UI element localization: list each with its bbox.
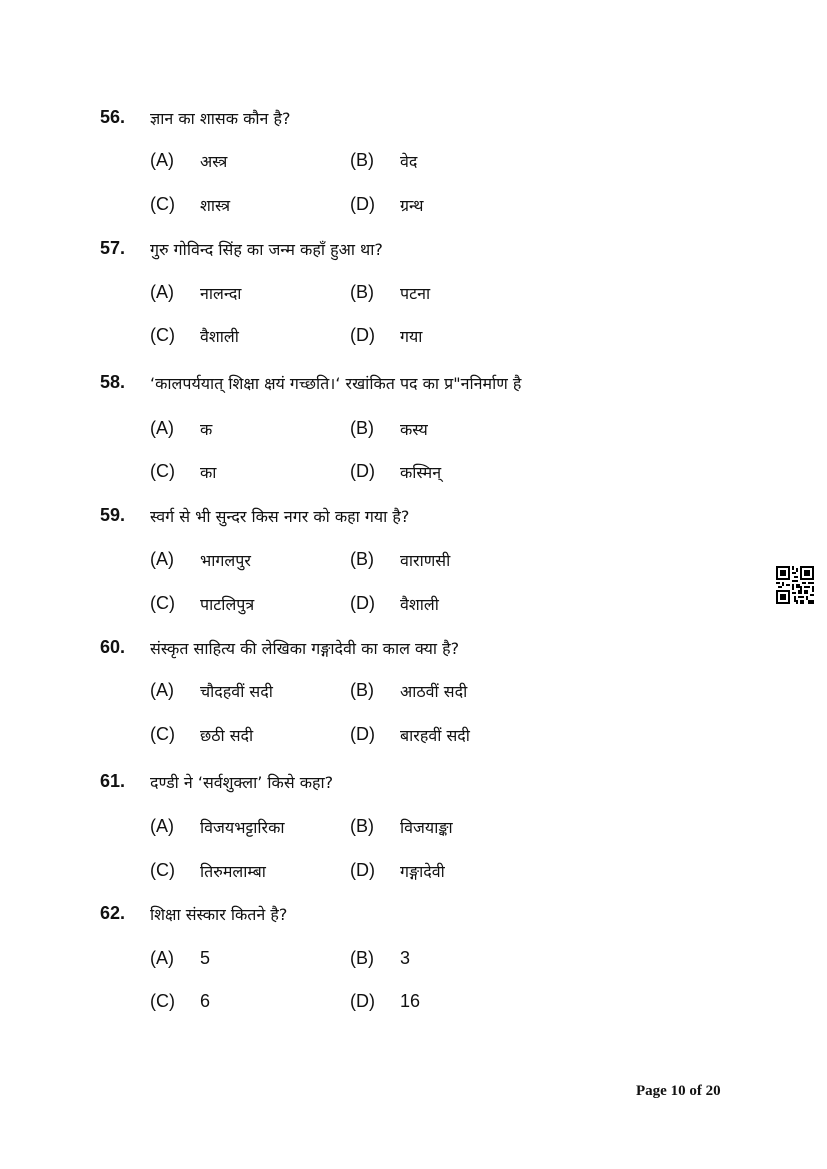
option-label: (C) [150, 461, 175, 481]
option-label: (A) [150, 418, 174, 438]
option-text: विजयाङ्का [400, 818, 453, 837]
question-text: दण्डी ने ‘सर्वशुक्ला’ किसे कहा? [150, 773, 334, 792]
option-label: (A) [150, 680, 174, 700]
option-label: (B) [350, 282, 374, 302]
option-label: (D) [350, 461, 375, 481]
option-label: (C) [150, 860, 175, 880]
option-text: वैशाली [200, 327, 239, 346]
option-label: (D) [350, 194, 375, 214]
option-label: (D) [350, 325, 375, 345]
option-text: पटना [400, 284, 431, 303]
current-page: 10 [670, 1083, 686, 1099]
question-number: 62. [100, 903, 126, 923]
option-label: (B) [350, 150, 374, 170]
question-text: स्वर्ग से भी सुन्दर किस नगर को कहा गया है? [150, 507, 410, 526]
question-text: गुरु गोविन्द सिंह का जन्म कहाँ हुआ था? [150, 240, 383, 259]
option-text: गया [400, 327, 423, 346]
option-label: (D) [350, 991, 375, 1011]
page-footer [636, 1083, 721, 1100]
of-word: of [689, 1083, 702, 1099]
option-text: वाराणसी [400, 551, 451, 570]
option-text: वेद [400, 152, 418, 171]
option-label: (B) [350, 418, 374, 438]
option-label: (A) [150, 150, 174, 170]
option-text: आठवीं सदी [400, 682, 468, 701]
option-text: विजयभट्टारिका [200, 818, 285, 837]
question-number: 59. [100, 505, 126, 525]
option-label: (A) [150, 948, 174, 968]
option-label: (B) [350, 680, 374, 700]
option-text: 6 [200, 991, 211, 1011]
option-text: बारहवीं सदी [400, 726, 470, 745]
question-text: ज्ञान का शासक कौन है? [150, 109, 291, 128]
option-text: तिरुमलाम्बा [200, 862, 266, 881]
option-label: (C) [150, 724, 175, 744]
total-pages: 20 [705, 1083, 721, 1099]
page-word: Page [636, 1083, 667, 1099]
option-text: चौदहवीं सदी [200, 682, 273, 701]
option-label: (B) [350, 816, 374, 836]
option-label: (B) [350, 948, 374, 968]
option-text: का [200, 463, 217, 482]
option-label: (A) [150, 282, 174, 302]
question-number: 57. [100, 238, 126, 258]
option-label: (A) [150, 816, 174, 836]
option-label: (D) [350, 593, 375, 613]
question-text: ‘कालपर्ययात् शिक्षा क्षयं गच्छति।‘ रखांकित पद का प्र"ननिर्माण है [150, 374, 522, 393]
option-text: नालन्दा [200, 284, 242, 303]
option-label: (D) [350, 724, 375, 744]
option-label: (C) [150, 593, 175, 613]
question-text: शिक्षा संस्कार कितने है? [150, 905, 288, 924]
option-label: (C) [150, 194, 175, 214]
option-text: क [200, 420, 213, 439]
question-text: संस्कृत साहित्य की लेखिका गङ्गादेवी का काल क्या है? [150, 639, 460, 658]
question-number: 61. [100, 771, 126, 791]
option-text: भागलपुर [200, 551, 251, 570]
option-text: 16 [400, 991, 421, 1011]
option-text: छठी सदी [200, 726, 254, 745]
option-label: (C) [150, 991, 175, 1011]
option-text: गङ्गादेवी [400, 862, 445, 881]
question-number: 60. [100, 637, 126, 657]
option-text: अस्त्र [200, 152, 228, 171]
option-text: 3 [400, 948, 411, 968]
option-text: ग्रन्थ [400, 196, 424, 215]
option-text: वैशाली [400, 595, 439, 614]
option-text: 5 [200, 948, 211, 968]
option-text: कस्य [400, 420, 428, 439]
question-number: 58. [100, 372, 126, 392]
option-text: पाटलिपुत्र [200, 595, 255, 614]
option-text: कस्मिन् [400, 463, 442, 482]
option-label: (C) [150, 325, 175, 345]
qr-code-icon [776, 566, 814, 604]
question-number: 56. [100, 107, 126, 127]
option-text: शास्त्र [200, 196, 231, 215]
option-label: (D) [350, 860, 375, 880]
option-label: (B) [350, 549, 374, 569]
option-label: (A) [150, 549, 174, 569]
